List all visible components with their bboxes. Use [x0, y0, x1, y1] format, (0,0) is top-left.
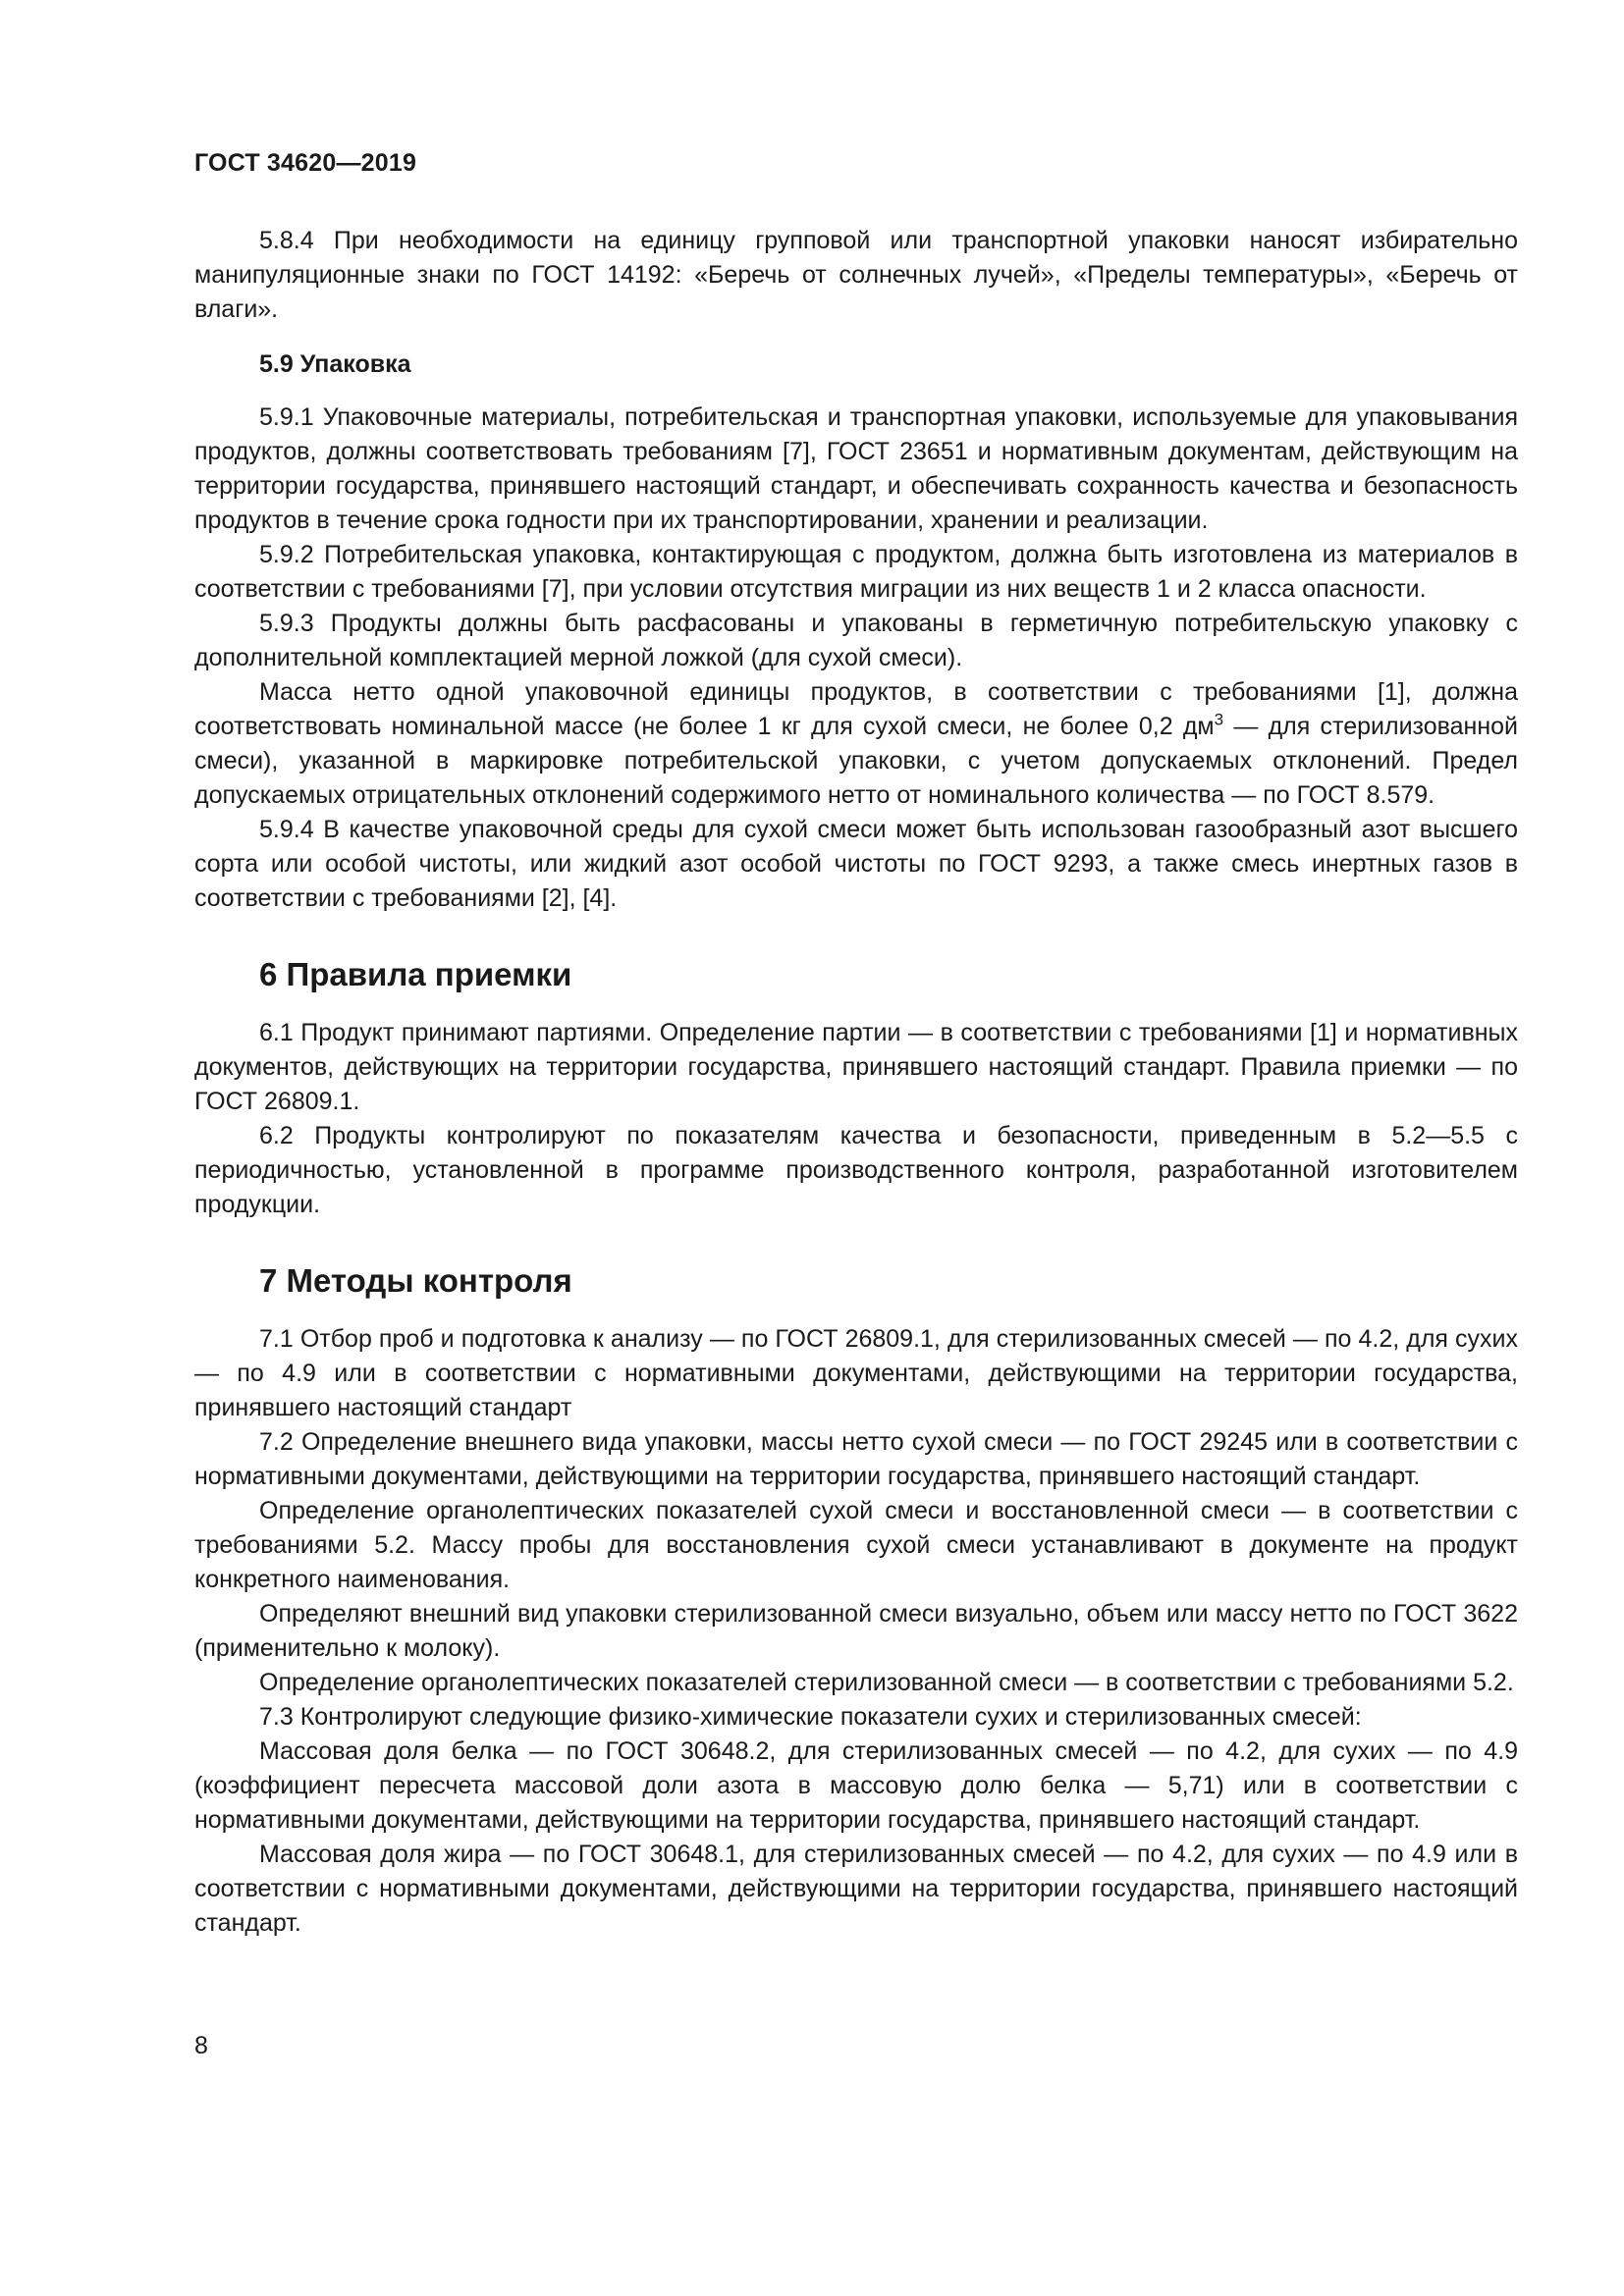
clause-5-9-1: 5.9.1 Упаковочные материалы, потребительская и транспортная упаковки, используемые для упаковывания продуктов, должны соответствовать требованиям [7], ГОСТ 23651 и нормативным документам, действующим на территории государства, принявшего настоящий стандарт, и обеспечивать сохранность качества и безопасность продуктов в течение срока годности при их транспортировании, хранении и реализации.: [194, 403, 1518, 534]
clause-7-2-p3: Определяют внешний вид упаковки стерилизованной смеси визуально, объем или массу нетто по ГОСТ 3622 (применительно к молоку).: [194, 1600, 1518, 1662]
clause-7-1: 7.1 Отбор проб и подготовка к анализу — по ГОСТ 26809.1, для стерилизованных смесей — по 4.2, для сухих — по 4.9 или в соответствии с нормативными документами, действующими на территории государства, принявшего настоящий стандарт: [194, 1325, 1518, 1421]
document-body: [194, 224, 1518, 1941]
clause-5-9-2: 5.9.2 Потребительская упаковка, контактирующая с продуктом, должна быть изготовлена из материалов в соответствии с требованиями [7], при условии отсутствия миграции из них веществ 1 и 2 класса опасности.: [194, 541, 1518, 603]
mass-text-a: Масса нетто одной упаковочной единицы продуктов, в соответствии с требованиями [1], должна соответствовать номинальной массе (не более 1 кг для сухой смеси, не более 0,2 дм: [194, 678, 1518, 740]
clause-7-3-p3: Массовая доля жира — по ГОСТ 30648.1, для стерилизованных смесей — по 4.2, для сухих — по 4.9 или в соответствии с нормативными документами, действующими на территории государства, принявшего настоящий стандарт.: [194, 1841, 1518, 1937]
clause-5-8-4: 5.8.4 При необходимости на единицу групповой или транспортной упаковки наносят избирательно манипуляционные знаки по ГОСТ 14192: «Беречь от солнечных лучей», «Пределы температуры», «Беречь от влаги».: [194, 227, 1518, 323]
mass-superscript: 3: [1214, 710, 1224, 729]
clause-6-2: 6.2 Продукты контролируют по показателям качества и безопасности, приведенным в 5.2—5.5 с периодичностью, установленной в программе производственного контроля, разработанной изготовителем продукции.: [194, 1122, 1518, 1218]
subsection-title-5-9: 5.9 Упаковка: [259, 350, 411, 378]
section-title-7: 7 Методы контроля: [259, 1262, 572, 1299]
page-number: 8: [194, 2032, 208, 2059]
clause-7-2-p2: Определение органолептических показателей сухой смеси и восстановленной смеси — в соответствии с требованиями 5.2. Массу пробы для восстановления сухой смеси устанавливают в документе на продукт конкретного наименования.: [194, 1497, 1518, 1593]
clause-6-1: 6.1 Продукт принимают партиями. Определение партии — в соответствии с требованиями [1] и нормативных документов, действующих на территории государства, принявшего настоящий стандарт. Правила приемки — по ГОСТ 26809.1.: [194, 1019, 1518, 1115]
clause-7-3: 7.3 Контролируют следующие физико-химические показатели сухих и стерилизованных смесей:: [259, 1703, 1362, 1731]
section-title-6: 6 Правила приемки: [259, 956, 572, 992]
clause-5-9-4: 5.9.4 В качестве упаковочной среды для сухой смеси может быть использован газообразный азот высшего сорта или особой чистоты, или жидкий азот особой чистоты по ГОСТ 9293, а также смесь инертных газов в соответствии с требованиями [2], [4].: [194, 816, 1518, 912]
clause-7-3-p2: Массовая доля белка — по ГОСТ 30648.2, для стерилизованных смесей — по 4.2, для сухих — по 4.9 (коэффициент пересчета массовой доли азота в массовую долю белка — 5,71) или в соответствии с нормативными документами, действующими на территории государства, принявшего настоящий стандарт.: [194, 1737, 1518, 1834]
document-header: ГОСТ 34620—2019: [194, 149, 417, 177]
clause-7-2-p4: Определение органолептических показателей стерилизованной смеси — в соответствии с требованиями 5.2.: [259, 1669, 1514, 1696]
clause-7-2: 7.2 Определение внешнего вида упаковки, массы нетто сухой смеси — по ГОСТ 29245 или в соответствии с нормативными документами, действующими на территории государства, принявшего настоящий стандарт.: [194, 1428, 1518, 1490]
clause-5-9-3-mass: [194, 675, 1518, 813]
mass-text-b: — для стерилизованной смеси), указанной в маркировке потребительской упаковки, с учетом допускаемых отклонений. Предел допускаемых отрицательных отклонений содержимого нетто от номинального количества — по ГОСТ 8.579.: [194, 713, 1519, 809]
clause-5-9-3: 5.9.3 Продукты должны быть расфасованы и упакованы в герметичную потребительскую упаковку с дополнительной комплектацией мерной ложкой (для сухой смеси).: [194, 610, 1518, 671]
